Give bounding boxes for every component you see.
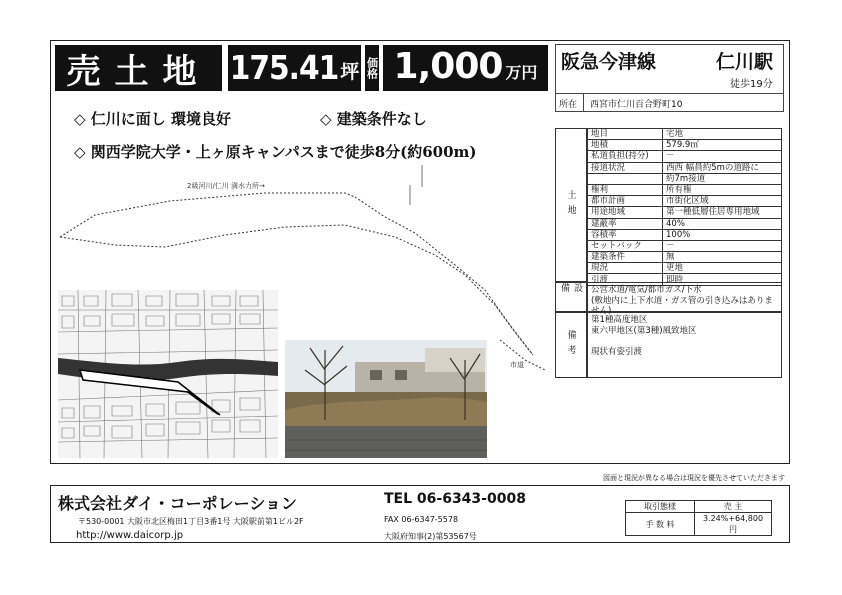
deal-type-label: 取引態様 — [626, 501, 695, 513]
feature-university: ◇ 関西学院大学・上ヶ原キャンパスまで徒歩8分(約600m) — [74, 143, 477, 161]
land-section-header — [555, 128, 587, 282]
remarks-value: 第1種高度地区 東六甲地区(第3種)風致地区 現状有姿引渡 — [587, 312, 782, 378]
land-spec-row — [588, 129, 782, 140]
address-value: 西宮市仁川百合野町10 — [590, 100, 683, 110]
area-unit: 坪 — [340, 61, 360, 83]
land-spec-label: 用途地域 — [588, 207, 663, 218]
land-spec-label: 権利 — [588, 184, 663, 195]
plot-label-road: 市道 — [510, 361, 524, 369]
land-spec-label: 現況 — [588, 263, 663, 274]
land-spec-row — [588, 252, 782, 263]
land-spec-value: － — [663, 240, 782, 251]
land-spec-value: 第一種低層住居専用地域 — [663, 207, 782, 218]
land-area — [228, 45, 361, 91]
plot-boundary-top — [60, 193, 355, 237]
land-spec-row — [588, 263, 782, 274]
land-spec-label: 容積率 — [588, 229, 663, 240]
land-spec-value: 約7m接道 — [663, 173, 782, 184]
land-spec-row — [588, 207, 782, 218]
land-spec-value: 市街化区域 — [663, 196, 782, 207]
land-spec-value: － — [663, 151, 782, 162]
land-spec-row — [588, 218, 782, 229]
land-spec-label: 接道状況 — [588, 162, 663, 173]
address-label: 所在 — [559, 100, 578, 110]
land-spec-row — [588, 229, 782, 240]
price-label — [365, 45, 379, 91]
facilities-header — [555, 282, 587, 312]
land-spec-row — [588, 240, 782, 251]
company-address: 〒530-0001 大阪市北区梅田1丁目3番1号 大阪駅前第1ビル2F — [78, 517, 304, 526]
walk-time: 徒歩19分 — [730, 79, 773, 90]
price-label-text: 価格 — [365, 57, 379, 79]
land-spec-label: 建築条件 — [588, 252, 663, 263]
land-spec-value: 無 — [663, 252, 782, 263]
land-section-label: 土地 — [565, 190, 576, 220]
feature-no-build-condition: ◇ 建築条件なし — [320, 110, 427, 128]
company-url[interactable]: http://www.daicorp.jp — [76, 530, 184, 541]
price-unit: 万円 — [505, 63, 538, 82]
fee-value: 3.24%+64,800円 — [695, 513, 772, 536]
company-fax: FAX 06-6347-5578 — [384, 515, 459, 524]
land-spec-label — [588, 173, 663, 184]
railway-line: 阪急今津線 — [561, 51, 657, 73]
remarks-label: 備考 — [565, 330, 576, 360]
deal-type-value: 売 主 — [695, 501, 772, 513]
disclaimer: 図面と現況が異なる場合は現況を優先させていただきます — [603, 474, 785, 482]
land-spec-row — [588, 151, 782, 162]
area-map — [58, 290, 278, 458]
land-spec-label: 建蔽率 — [588, 218, 663, 229]
land-spec-label: 私道負担(持分) — [588, 151, 663, 162]
price — [383, 45, 548, 91]
land-spec-row — [588, 173, 782, 184]
license-number: 大阪府知事(2)第53567号 — [384, 532, 477, 541]
land-spec-label: 地積 — [588, 140, 663, 151]
land-spec-row — [588, 140, 782, 151]
site-photo — [285, 340, 487, 458]
land-spec-label: 都市計画 — [588, 196, 663, 207]
area-value: 175.41 — [229, 48, 339, 87]
land-spec-row — [588, 162, 782, 173]
property-type-label: 売土地 — [55, 45, 222, 91]
price-value: 1,000 — [393, 46, 503, 87]
land-spec-value: 西西 幅員約5mの道路に — [663, 162, 782, 173]
land-spec-label: セットバック — [588, 240, 663, 251]
land-spec-value: 更地 — [663, 263, 782, 274]
station-name: 仁川駅 — [716, 51, 774, 73]
deal-table — [625, 500, 772, 536]
fee-label: 手 数 料 — [626, 513, 695, 536]
land-spec-label: 引渡 — [588, 274, 663, 285]
company-name: 株式会社ダイ・コーポレーション — [58, 494, 298, 513]
address-divider — [583, 94, 584, 112]
remarks-header — [555, 312, 587, 378]
plot-label-river: 2級河川/仁川 満水力所→ — [187, 182, 265, 190]
land-spec-table — [587, 128, 782, 286]
plot-boundary-right — [355, 197, 533, 355]
land-spec-row — [588, 196, 782, 207]
feature-river: ◇ 仁川に面し 環境良好 — [74, 110, 231, 128]
land-spec-value: 40% — [663, 218, 782, 229]
land-spec-value: 579.9㎡ — [663, 140, 782, 151]
facilities-value: 公営水道/電気/都市ガス/下水 (敷地内に上下水道・ガス管の引き込みはありません) — [587, 282, 782, 312]
facilities-label: 設備 — [559, 283, 582, 298]
land-spec-value: 即時 — [663, 274, 782, 285]
company-tel: TEL 06-6343-0008 — [384, 491, 526, 507]
land-spec-value: 宅地 — [663, 129, 782, 140]
land-spec-value: 100% — [663, 229, 782, 240]
land-spec-value: 所有権 — [663, 184, 782, 195]
land-spec-row — [588, 184, 782, 195]
land-spec-label: 地目 — [588, 129, 663, 140]
